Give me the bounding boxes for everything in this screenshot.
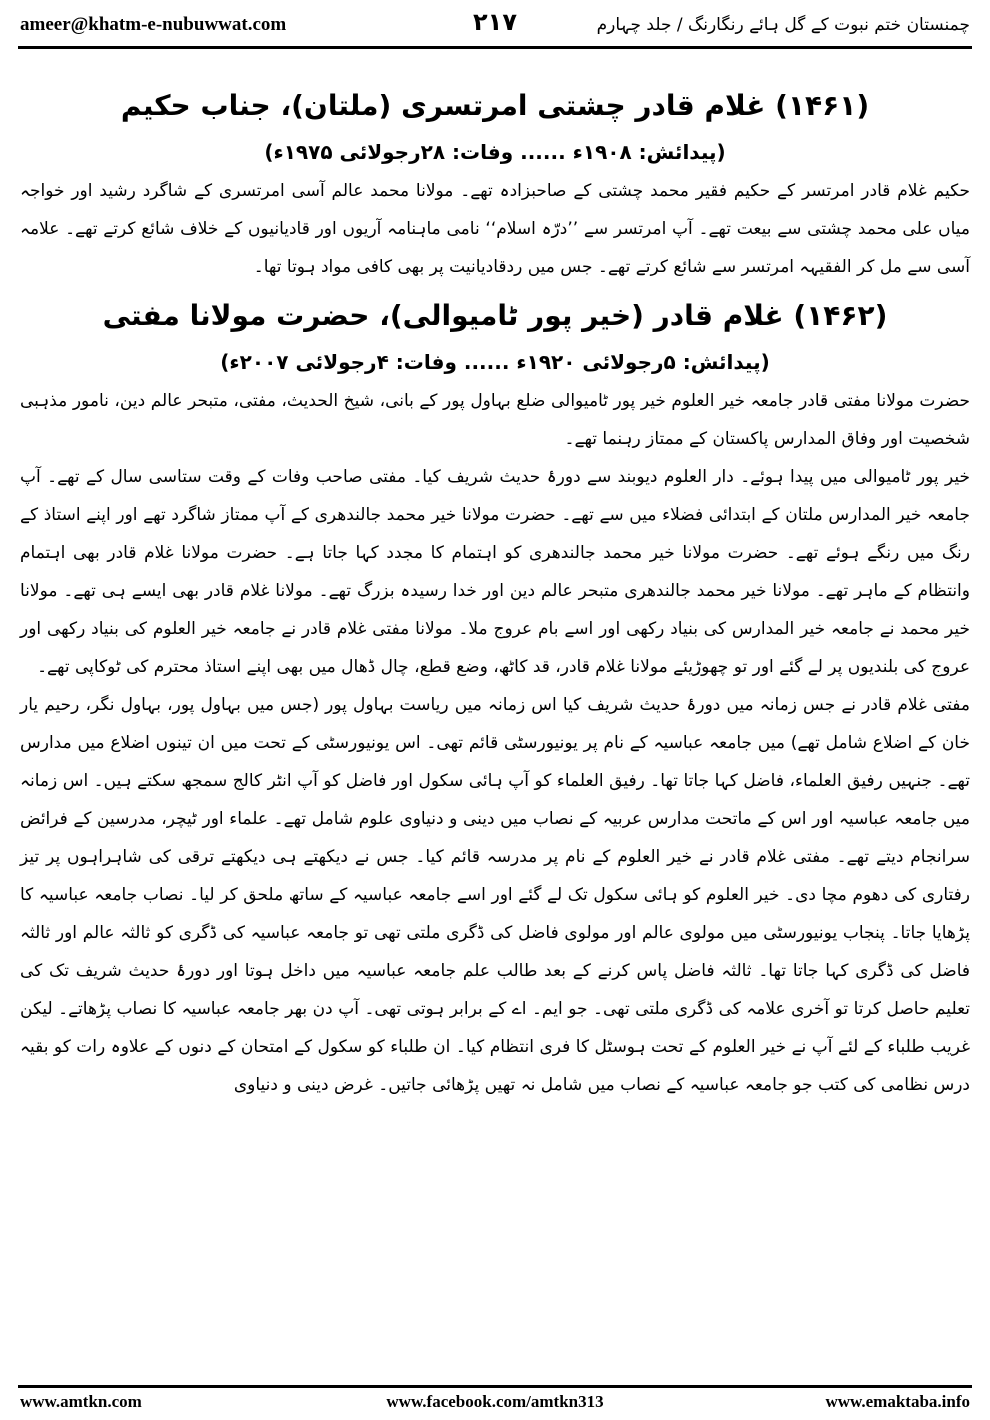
page-footer [20, 1390, 970, 1416]
page-content [20, 80, 970, 1104]
footer-link-facebook[interactable]: www.facebook.com/amtkn313 [386, 1392, 604, 1411]
page-header [20, 8, 970, 42]
entry-paragraph: حکیم غلام قادر امرتسر کے حکیم فقیر محمد چشتی کے صاحبزادہ تھے۔ مولانا محمد عالم آسی امرتسری کے شاگرد رشید اور خواجہ میاں علی محمد چشتی سے بیعت تھے۔ آپ امرتسر سے ’’درّہ اسلام‘‘ نامی ماہنامہ آریوں اور قادیانیوں کے خلاف شائع کرتے تھے۔ علامہ آسی سے مل کر الفقیہہ امرتسر سے شائع کرتے تھے۔ جس میں ردقادیانیت پر بھی کافی مواد ہوتا تھا۔ [20, 181, 970, 277]
entry-paragraph: خیر پور ٹامیوالی میں پیدا ہوئے۔ دار العلوم دیوبند سے دورۂ حدیث شریف کیا۔ مفتی صاحب وفات کے وقت ستاسی سال کے تھے۔ آپ جامعہ خیر المدارس ملتان کے ابتدائی فضلاء میں سے تھے۔ حضرت مولانا خیر محمد جالندھری کے آپ ممتاز شاگرد تھے اور اپنے استاذ کے رنگ میں رنگے ہوئے تھے۔ حضرت مولانا خیر محمد جالندھری کو اہتمام کا مجدد کہا جاتا ہے۔ حضرت مولانا غلام قادر بھی اہتمام وانتظام کے ماہر تھے۔ مولانا خیر محمد جالندھری متبحر عالم دین اور خدا رسیدہ بزرگ تھے۔ مولانا غلام قادر بھی ایسے ہی تھے۔ مولانا خیر محمد نے جامعہ خیر المدارس کی بنیاد رکھی اور اسے بام عروج ملا۔ مولانا مفتی غلام قادر نے جامعہ خیر العلوم کی بنیاد رکھی اور عروج کی بلندیوں پر لے گئے اور تو چھوڑیئے مولانا غلام قادر، قد کاٹھ، وضع قطع، چال ڈھال میں بھی اپنے استاذ محترم کی ٹوکاپی تھے۔ [20, 467, 970, 677]
footer-rule [18, 1385, 972, 1388]
header-email: ameer@khatm-e-nubuwwat.com [20, 14, 287, 35]
page-number: ۲۱۷ [473, 8, 517, 36]
entry-dates: (پیدائش: ۱۹۰۸ء ...... وفات: ۲۸رجولائی ۱۹۷۵ء) [264, 140, 726, 164]
entry-title: (۱۴۶۲) غلام قادر (خیر پور ٹامیوالی)، حضرت مولانا مفتی [102, 299, 888, 332]
entry-1461 [20, 80, 970, 286]
entry-title: (۱۴۶۱) غلام قادر چشتی امرتسری (ملتان)، جناب حکیم [120, 89, 870, 122]
entry-paragraph: حضرت مولانا مفتی قادر جامعہ خیر العلوم خیر پور ٹامیوالی ضلع بہاول پور کے بانی، شیخ الحدیث، مفتی، متبحر عالم دین، نامور مذہبی شخصیت اور وفاق المدارس پاکستان کے ممتاز رہنما تھے۔ [20, 391, 970, 449]
entry-1462 [20, 290, 970, 1104]
book-title: چمنستان ختم نبوت کے گل ہائے رنگارنگ / جلد چہارم [596, 15, 970, 35]
footer-link-emaktaba[interactable]: www.emaktaba.info [825, 1392, 970, 1411]
entry-paragraph: مفتی غلام قادر نے جس زمانہ میں دورۂ حدیث شریف کیا اس زمانہ میں ریاست بہاول پور (جس میں بہاول پور، بہاول نگر، رحیم یار خان کے اضلاع شامل تھے) میں جامعہ عباسیہ کے نام پر یونیورسٹی قائم تھی۔ اس یونیورسٹی کے تحت میں ان تینوں اضلاع میں مدارس تھے۔ جنہیں رفیق العلماء، فاضل کہا جاتا تھا۔ رفیق العلماء کو آپ ہائی سکول اور فاضل کو آپ انٹر کالج سمجھ سکتے ہیں۔ اس زمانہ میں جامعہ عباسیہ اور اس کے ماتحت مدارس عربیہ کے نصاب میں دینی و دنیاوی علوم شامل تھے۔ علماء اور ٹیچر، مدرسین کے فرائض سرانجام دیتے تھے۔ مفتی غلام قادر نے خیر العلوم کے نام پر مدرسہ قائم کیا۔ جس نے دیکھتے ہی دیکھتے ترقی کی شاہراہوں پر تیز رفتاری کی دھوم مچا دی۔ خیر العلوم کو ہائی سکول تک لے گئے اور اسے جامعہ عباسیہ کے ساتھ ملحق کر لیا۔ نصاب جامعہ عباسیہ کا پڑھایا جاتا۔ پنجاب یونیورسٹی میں مولوی عالم اور مولوی فاضل کی ڈگری ملتی تھی تو جامعہ عباسیہ کی ڈگری کو ثالثہ عالم اور ثالثہ فاضل کی ڈگری کہا جاتا تھا۔ ثالثہ فاضل پاس کرنے کے بعد طالب علم جامعہ عباسیہ میں داخل ہوتا اور دورۂ حدیث شریف تک کی تعلیم حاصل کرتا تو آخری علامہ کی ڈگری ملتی تھی۔ جو ایم۔ اے کے برابر ہوتی تھی۔ آپ دن بھر جامعہ عباسیہ کا نصاب پڑھاتے۔ لیکن غریب طلباء کے لئے آپ نے خیر العلوم کے تحت ہوسٹل کا فری انتظام کیا۔ ان طلباء کو سکول کے امتحان کے دنوں کے علاوہ رات کو بقیہ درس نظامی کی کتب جو جامعہ عباسیہ کے نصاب میں شامل نہ تھیں پڑھائی جاتیں۔ غرض دینی و دنیاوی [20, 695, 970, 1095]
header-rule [18, 46, 972, 49]
footer-link-amtkn[interactable]: www.amtkn.com [20, 1392, 142, 1411]
entry-dates: (پیدائش: ۵رجولائی ۱۹۲۰ء ...... وفات: ۴رجولائی ۲۰۰۷ء) [220, 350, 770, 374]
